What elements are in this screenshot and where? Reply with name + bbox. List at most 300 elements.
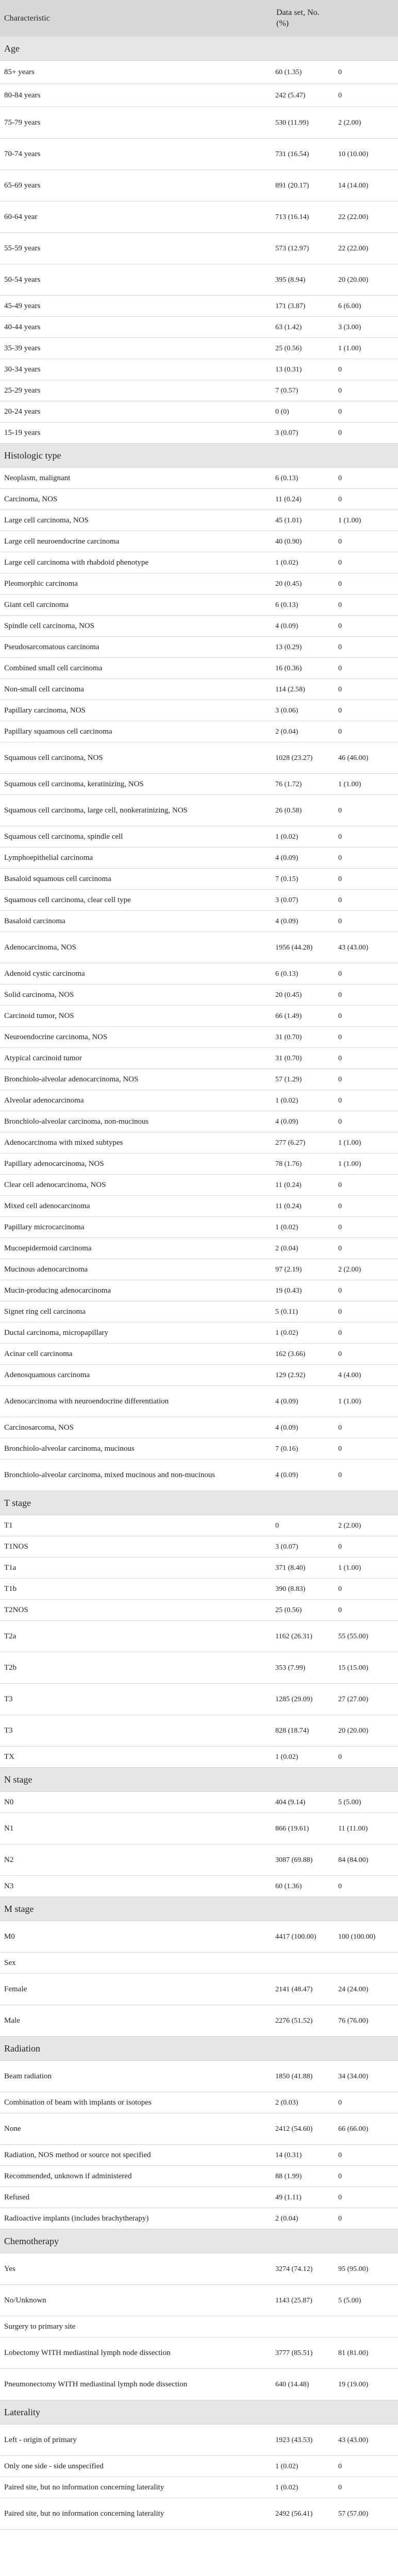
row-value-secondary: 0 [335,1048,398,1069]
row-value-dataset: 11 (0.24) [272,1196,335,1217]
row-value-secondary: 0 [335,595,398,616]
row-value-dataset: 3 (0.06) [272,700,335,721]
table-row [0,1460,398,1491]
row-label: Combination of beam with implants or isotopes [0,2092,272,2113]
table-row [0,1536,398,1557]
row-value-secondary: 2 (2.00) [335,1259,398,1280]
row-value-dataset: 640 (14.48) [272,2369,335,2400]
row-value-secondary: 2 (2.00) [335,107,398,139]
row-value-dataset: 4 (0.09) [272,616,335,637]
row-value-dataset [272,2316,335,2337]
row-value-secondary: 0 [335,1344,398,1365]
row-label: 35-39 years [0,338,272,359]
row-label: T2a [0,1621,272,1652]
row-label: Refused [0,2187,272,2208]
row-label: Yes [0,2253,272,2285]
table-row [0,1652,398,1684]
row-label: T3 [0,1684,272,1715]
row-label: Paired site, but no information concerning laterality [0,2498,272,2530]
table-row [0,1515,398,1536]
row-label: Papillary microcarcinoma [0,1217,272,1238]
header-blank [335,0,398,37]
row-label: Radiation, NOS method or source not specified [0,2145,272,2166]
row-value-secondary: 0 [335,1238,398,1259]
row-value-secondary: 5 (5.00) [335,2285,398,2316]
table-row [0,139,398,170]
row-value-dataset: 1923 (43.53) [272,2425,335,2456]
table-row [0,721,398,742]
row-value-secondary [335,2316,398,2337]
row-value-dataset: 3 (0.07) [272,890,335,911]
table-row [0,2092,398,2113]
row-label: Non-small cell carcinoma [0,679,272,700]
table-row [0,2187,398,2208]
row-label: Combined small cell carcinoma [0,658,272,679]
row-value-dataset: 31 (0.70) [272,1048,335,1069]
row-value-dataset: 3087 (69.88) [272,1844,335,1876]
row-value-dataset: 20 (0.45) [272,573,335,595]
row-value-secondary: 0 [335,2187,398,2208]
row-value-secondary: 0 [335,2166,398,2187]
row-value-secondary: 0 [335,2208,398,2229]
table-row [0,2425,398,2456]
row-value-secondary: 3 (3.00) [335,317,398,338]
table-row [0,932,398,963]
table-row [0,616,398,637]
row-label: Squamous cell carcinoma, keratinizing, NOS [0,774,272,795]
row-value-dataset: 1143 (25.87) [272,2285,335,2316]
row-value-dataset: 19 (0.43) [272,1280,335,1301]
row-value-dataset: 7 (0.57) [272,380,335,401]
row-value-secondary: 0 [335,61,398,84]
table-row [0,1813,398,1844]
row-value-dataset: 5 (0.11) [272,1301,335,1323]
table-row [0,552,398,573]
table-row [0,2166,398,2187]
row-value-dataset: 1 (0.02) [272,2477,335,2498]
row-label: T1b [0,1579,272,1600]
table-row [0,1301,398,1323]
row-label: Bronchiolo-alveolar carcinoma, mucinous [0,1438,272,1460]
table-row [0,531,398,552]
table-row [0,1006,398,1027]
row-label: 75-79 years [0,107,272,139]
section-row [0,1491,398,1515]
section-row [0,2229,398,2253]
row-value-secondary: 0 [335,2092,398,2113]
row-value-dataset: 3 (0.07) [272,1536,335,1557]
table-row [0,2005,398,2037]
row-label: 55-59 years [0,233,272,264]
table-row [0,1600,398,1621]
row-label: N2 [0,1844,272,1876]
row-value-dataset: 11 (0.24) [272,1175,335,1196]
row-label: Adenosquamous carcinoma [0,1365,272,1386]
header-row [0,0,398,37]
row-value-dataset: 57 (1.29) [272,1069,335,1090]
row-label: N3 [0,1876,272,1897]
row-value-dataset: 353 (7.99) [272,1652,335,1684]
row-label: Carcinosarcoma, NOS [0,1417,272,1438]
row-value-secondary: 0 [335,1747,398,1768]
row-value-dataset: 866 (19.61) [272,1813,335,1844]
table-row [0,468,398,489]
row-value-dataset: 3274 (74.12) [272,2253,335,2285]
row-value-dataset: 6 (0.13) [272,468,335,489]
table-row [0,2498,398,2530]
row-value-dataset: 891 (20.17) [272,170,335,201]
row-label: Surgery to primary site [0,2316,272,2337]
row-value-dataset: 4 (0.09) [272,1386,335,1417]
row-label: N1 [0,1813,272,1844]
row-value-secondary: 1 (1.00) [335,1154,398,1175]
row-value-secondary: 46 (46.00) [335,742,398,774]
row-value-dataset: 1 (0.02) [272,552,335,573]
section-row [0,2400,398,2425]
section-row [0,444,398,468]
row-value-dataset: 6 (0.13) [272,963,335,985]
row-value-secondary: 0 [335,2145,398,2166]
row-value-dataset: 395 (8.94) [272,264,335,296]
table-row [0,1344,398,1365]
table-row [0,1365,398,1386]
row-value-secondary: 0 [335,1417,398,1438]
table-row [0,1386,398,1417]
section-row [0,1897,398,1921]
table-row [0,1217,398,1238]
row-value-secondary: 1 (1.00) [335,338,398,359]
row-value-dataset: 2276 (51.52) [272,2005,335,2037]
row-value-secondary: 6 (6.00) [335,296,398,317]
row-value-secondary: 0 [335,468,398,489]
row-value-dataset: 6 (0.13) [272,595,335,616]
table-row [0,1069,398,1090]
row-label: 60-64 year [0,201,272,233]
row-value-secondary: 1 (1.00) [335,1386,398,1417]
table-row [0,1154,398,1175]
table-row [0,1196,398,1217]
row-label: Pneumonectomy WITH mediastinal lymph node dissection [0,2369,272,2400]
section-title: N stage [0,1768,398,1792]
row-value-secondary: 27 (27.00) [335,1684,398,1715]
row-value-secondary: 0 [335,1069,398,1090]
section-title: Age [0,37,398,61]
table-row [0,2369,398,2400]
row-value-dataset: 13 (0.29) [272,637,335,658]
row-value-dataset: 713 (16.14) [272,201,335,233]
row-value-dataset: 4417 (100.00) [272,1921,335,1953]
row-label: Mucinous adenocarcinoma [0,1259,272,1280]
row-label: Male [0,2005,272,2037]
row-value-dataset: 2 (0.04) [272,2208,335,2229]
row-value-dataset: 60 (1.35) [272,61,335,84]
row-value-secondary: 1 (1.00) [335,1557,398,1579]
row-value-secondary: 14 (14.00) [335,170,398,201]
table-row [0,380,398,401]
row-value-secondary: 0 [335,1006,398,1027]
table-row [0,1238,398,1259]
row-value-secondary: 0 [335,1600,398,1621]
row-value-secondary: 0 [335,531,398,552]
table-row [0,774,398,795]
row-value-dataset: 242 (5.47) [272,84,335,107]
row-value-secondary: 0 [335,573,398,595]
row-value-dataset: 1162 (26.31) [272,1621,335,1652]
row-label: M0 [0,1921,272,1953]
table-row [0,1438,398,1460]
row-value-dataset: 1956 (44.28) [272,932,335,963]
table-row [0,264,398,296]
row-value-dataset: 76 (1.72) [272,774,335,795]
row-label: Left - origin of primary [0,2425,272,2456]
row-label: Adenocarcinoma with neuroendocrine differentiation [0,1386,272,1417]
header-characteristic: Characteristic [0,0,272,37]
row-value-dataset: 2 (0.04) [272,721,335,742]
table-row [0,2316,398,2337]
row-value-dataset: 171 (3.87) [272,296,335,317]
row-value-dataset: 40 (0.90) [272,531,335,552]
row-value-dataset: 49 (1.11) [272,2187,335,2208]
row-label: Carcinoid tumor, NOS [0,1006,272,1027]
row-value-dataset: 45 (1.01) [272,510,335,531]
row-label: Neoplasm, malignant [0,468,272,489]
row-value-secondary: 0 [335,795,398,826]
table-row [0,2456,398,2477]
table-body [0,37,398,2530]
table-row [0,848,398,869]
row-value-dataset: 573 (12.97) [272,233,335,264]
row-value-dataset: 404 (9.14) [272,1792,335,1813]
row-value-secondary: 81 (81.00) [335,2337,398,2369]
row-value-secondary: 100 (100.00) [335,1921,398,1953]
row-value-dataset: 4 (0.09) [272,1111,335,1132]
table-row [0,317,398,338]
row-value-dataset: 2492 (56.41) [272,2498,335,2530]
table-row [0,1048,398,1069]
table-row [0,2061,398,2092]
row-value-dataset: 0 [272,1515,335,1536]
row-value-dataset: 129 (2.92) [272,1365,335,1386]
row-value-dataset: 162 (3.66) [272,1344,335,1365]
table-row [0,911,398,932]
row-label: Paired site, but no information concerning laterality [0,2477,272,2498]
row-label: Papillary adenocarcinoma, NOS [0,1154,272,1175]
row-label: TX [0,1747,272,1768]
row-value-secondary: 66 (66.00) [335,2113,398,2145]
row-label: Mucoepidermoid carcinoma [0,1238,272,1259]
table-row [0,1792,398,1813]
row-value-dataset: 1 (0.02) [272,2456,335,2477]
row-value-dataset: 390 (8.83) [272,1579,335,1600]
table-row [0,338,398,359]
row-value-dataset: 0 (0) [272,401,335,422]
row-label: Large cell carcinoma, NOS [0,510,272,531]
row-value-dataset: 25 (0.56) [272,338,335,359]
row-label: Acinar cell carcinoma [0,1344,272,1365]
row-value-secondary: 11 (11.00) [335,1813,398,1844]
row-label: Clear cell adenocarcinoma, NOS [0,1175,272,1196]
table-row [0,422,398,444]
row-value-dataset: 530 (11.99) [272,107,335,139]
table-row [0,1090,398,1111]
table-row [0,1579,398,1600]
row-label: Neuroendocrine carcinoma, NOS [0,1027,272,1048]
row-value-secondary: 76 (76.00) [335,2005,398,2037]
row-value-secondary: 0 [335,1438,398,1460]
row-value-secondary: 0 [335,1460,398,1491]
table-row [0,637,398,658]
row-label: Lobectomy WITH mediastinal lymph node dissection [0,2337,272,2369]
row-value-dataset: 1028 (23.27) [272,742,335,774]
section-title: Laterality [0,2400,398,2425]
row-value-dataset: 1285 (29.09) [272,1684,335,1715]
table-row [0,2477,398,2498]
row-label: Squamous cell carcinoma, large cell, nonkeratinizing, NOS [0,795,272,826]
row-label: 40-44 years [0,317,272,338]
table-row [0,1747,398,1768]
row-value-dataset: 66 (1.49) [272,1006,335,1027]
row-label: Mixed cell adenocarcinoma [0,1196,272,1217]
row-value-dataset: 16 (0.36) [272,658,335,679]
row-label: Large cell neuroendocrine carcinoma [0,531,272,552]
row-value-secondary: 24 (24.00) [335,1974,398,2005]
row-value-secondary: 0 [335,826,398,848]
row-value-dataset: 1 (0.02) [272,1217,335,1238]
row-label: 65-69 years [0,170,272,201]
row-label: T2b [0,1652,272,1684]
row-value-secondary: 84 (84.00) [335,1844,398,1876]
row-label: Carcinoma, NOS [0,489,272,510]
row-value-secondary: 0 [335,401,398,422]
row-label: Adenoid cystic carcinoma [0,963,272,985]
row-value-dataset: 78 (1.76) [272,1154,335,1175]
row-value-secondary: 22 (22.00) [335,233,398,264]
row-value-dataset: 20 (0.45) [272,985,335,1006]
row-label: Adenocarcinoma, NOS [0,932,272,963]
row-label: Large cell carcinoma with rhabdoid phenotype [0,552,272,573]
row-value-dataset: 114 (2.58) [272,679,335,700]
row-value-secondary: 5 (5.00) [335,1792,398,1813]
row-value-dataset: 26 (0.58) [272,795,335,826]
table-row [0,170,398,201]
row-value-dataset: 4 (0.09) [272,1417,335,1438]
table-row [0,573,398,595]
table-row [0,1715,398,1747]
table-row [0,510,398,531]
row-label: 15-19 years [0,422,272,444]
table-row [0,890,398,911]
row-value-dataset: 1 (0.02) [272,826,335,848]
section-title: M stage [0,1897,398,1921]
section-row [0,37,398,61]
row-value-dataset: 11 (0.24) [272,489,335,510]
section-title: Radiation [0,2037,398,2061]
row-value-secondary: 0 [335,1323,398,1344]
row-value-secondary: 0 [335,84,398,107]
row-value-secondary: 0 [335,2477,398,2498]
table-row [0,1175,398,1196]
row-label: 70-74 years [0,139,272,170]
table-row [0,233,398,264]
table-row [0,826,398,848]
table-row [0,869,398,890]
row-label: Recommended, unknown if administered [0,2166,272,2187]
table-row [0,489,398,510]
row-value-secondary: 0 [335,637,398,658]
row-value-dataset: 97 (2.19) [272,1259,335,1280]
row-label: No/Unknown [0,2285,272,2316]
row-label: Spindle cell carcinoma, NOS [0,616,272,637]
table-row [0,795,398,826]
row-value-dataset: 13 (0.31) [272,359,335,380]
row-value-secondary: 0 [335,963,398,985]
row-value-secondary: 2 (2.00) [335,1515,398,1536]
row-label: Squamous cell carcinoma, spindle cell [0,826,272,848]
row-label: Lymphoepithelial carcinoma [0,848,272,869]
row-value-dataset: 3 (0.07) [272,422,335,444]
section-title: Chemotherapy [0,2229,398,2253]
row-value-secondary: 22 (22.00) [335,201,398,233]
row-label: Radioactive implants (includes brachytherapy) [0,2208,272,2229]
row-value-secondary: 0 [335,911,398,932]
row-value-dataset: 371 (8.40) [272,1557,335,1579]
row-value-dataset: 2 (0.04) [272,1238,335,1259]
table-row [0,2285,398,2316]
row-value-dataset: 4 (0.09) [272,1460,335,1491]
row-label: Bronchiolo-alveolar carcinoma, non-mucinous [0,1111,272,1132]
row-label: Mucin-producing adenocarcinoma [0,1280,272,1301]
table-row [0,1280,398,1301]
row-value-secondary: 0 [335,380,398,401]
row-value-secondary: 43 (43.00) [335,932,398,963]
table-row [0,1557,398,1579]
table-row [0,1953,398,1974]
row-value-secondary: 0 [335,1175,398,1196]
row-value-secondary: 1 (1.00) [335,510,398,531]
row-value-secondary: 34 (34.00) [335,2061,398,2092]
row-value-dataset: 2412 (54.60) [272,2113,335,2145]
row-label: Giant cell carcinoma [0,595,272,616]
row-value-dataset: 1850 (41.88) [272,2061,335,2092]
table-row [0,107,398,139]
row-value-secondary: 0 [335,890,398,911]
row-value-secondary: 20 (20.00) [335,264,398,296]
row-value-secondary: 0 [335,1876,398,1897]
row-value-dataset: 731 (16.54) [272,139,335,170]
row-label: 85+ years [0,61,272,84]
row-label: Papillary carcinoma, NOS [0,700,272,721]
table-row [0,61,398,84]
table-row [0,201,398,233]
row-label: Bronchiolo-alveolar carcinoma, mixed mucinous and non-mucinous [0,1460,272,1491]
row-value-secondary: 1 (1.00) [335,1132,398,1154]
row-label: Ductal carcinoma, micropapillary [0,1323,272,1344]
row-value-dataset: 88 (1.99) [272,2166,335,2187]
row-label: T1a [0,1557,272,1579]
row-label: 45-49 years [0,296,272,317]
table-row [0,1684,398,1715]
row-label: Solid carcinoma, NOS [0,985,272,1006]
row-value-secondary: 1 (1.00) [335,774,398,795]
section-title: T stage [0,1491,398,1515]
row-value-secondary [335,1953,398,1974]
row-label: 20-24 years [0,401,272,422]
row-label: Female [0,1974,272,2005]
row-value-secondary: 0 [335,1301,398,1323]
row-value-secondary: 0 [335,2456,398,2477]
row-value-secondary: 0 [335,679,398,700]
row-label: T3 [0,1715,272,1747]
